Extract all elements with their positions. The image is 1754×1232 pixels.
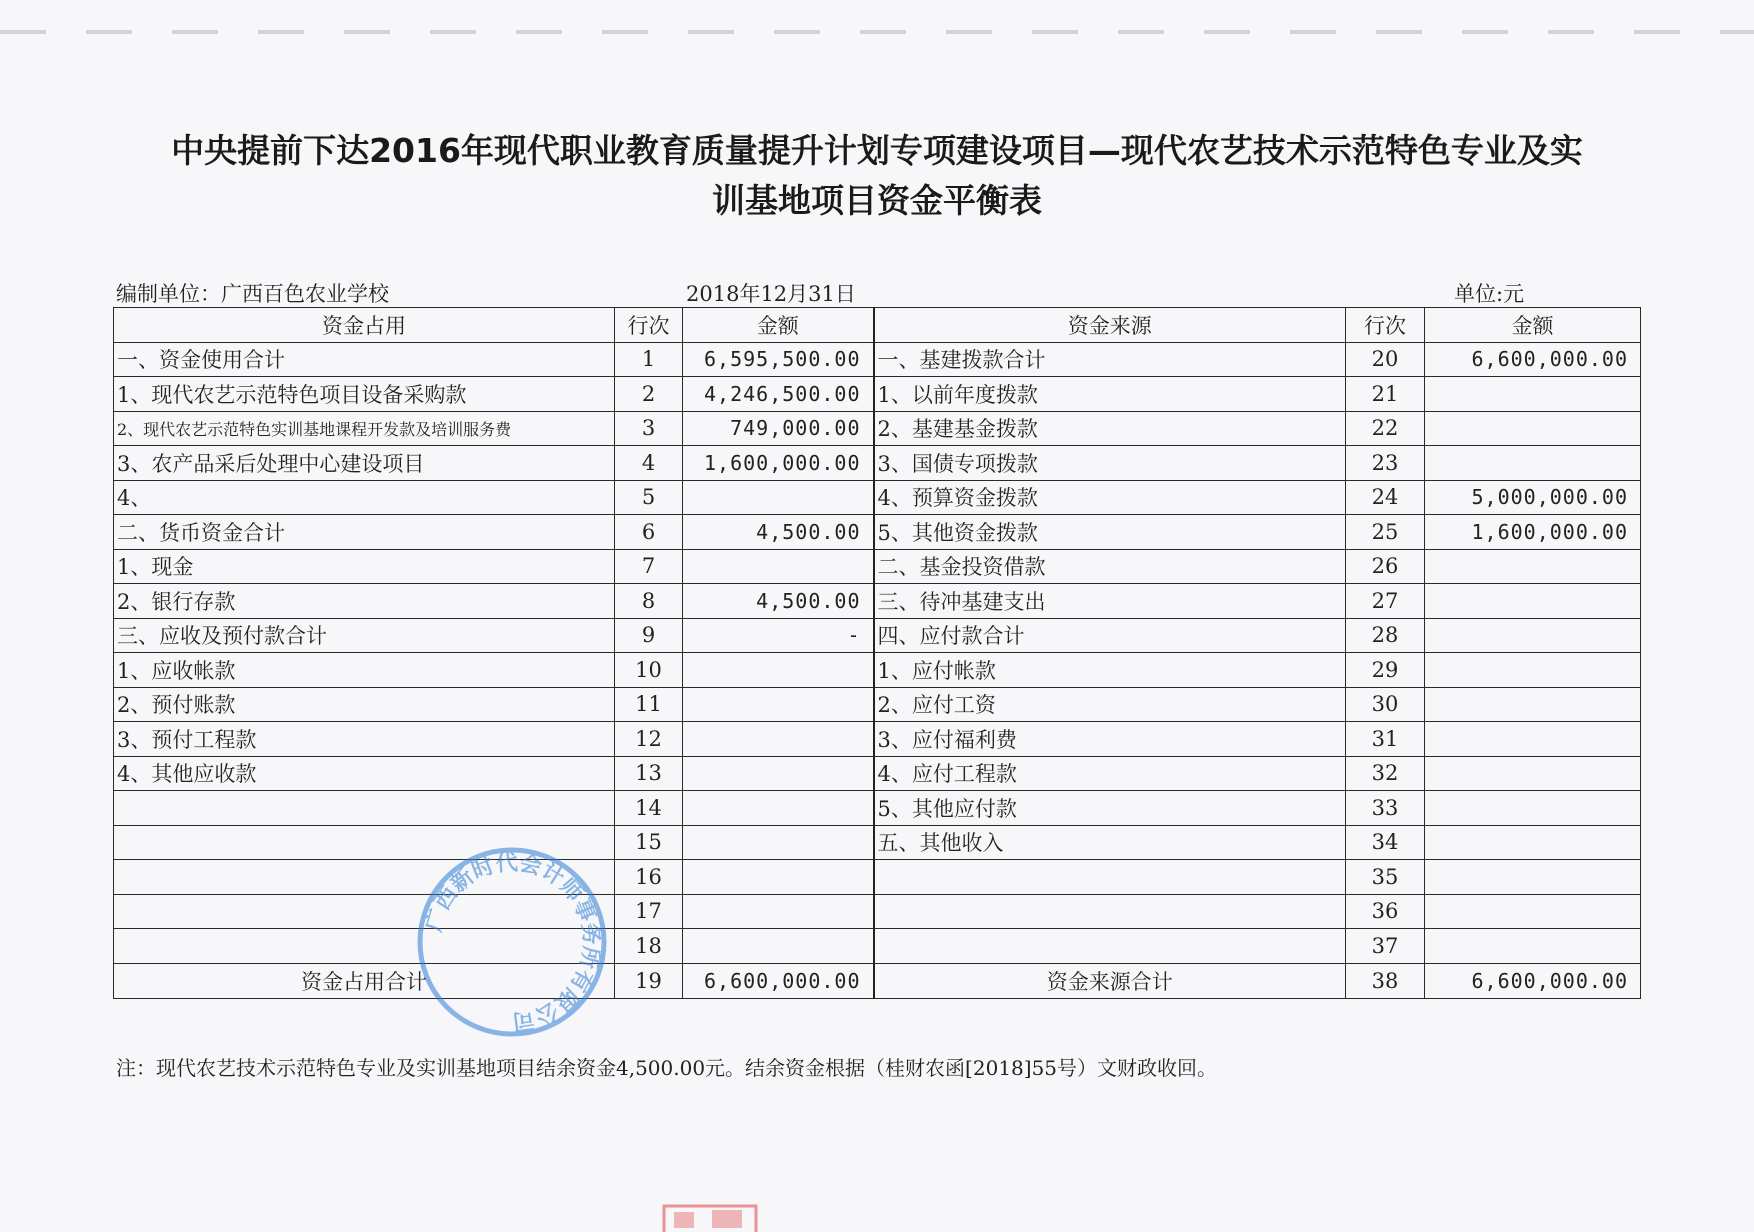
fund-balance-table xyxy=(113,307,1641,999)
fund-use-item: 2、预付账款 xyxy=(114,687,615,722)
fund-use-item: 二、货币资金合计 xyxy=(114,515,615,550)
fund-source-amount xyxy=(1425,894,1641,929)
fund-use-amount xyxy=(683,860,874,895)
fund-use-item xyxy=(114,894,615,929)
fund-use-total-label: 资金占用合计 xyxy=(114,963,615,998)
fund-use-amount: 749,000.00 xyxy=(683,411,874,446)
total-row xyxy=(114,963,1641,998)
fund-use-item: 1、现代农艺示范特色项目设备采购款 xyxy=(114,377,615,412)
fund-use-row-no: 14 xyxy=(615,791,683,826)
fund-source-row-no: 28 xyxy=(1346,618,1425,653)
fund-use-row-no: 9 xyxy=(615,618,683,653)
fund-use-row-no: 13 xyxy=(615,756,683,791)
fund-source-amount xyxy=(1425,618,1641,653)
fund-use-item: 1、应收帐款 xyxy=(114,653,615,688)
fund-source-row-no: 31 xyxy=(1346,722,1425,757)
fund-use-item: 3、农产品采后处理中心建设项目 xyxy=(114,446,615,481)
table-body xyxy=(114,342,1641,998)
fund-source-item xyxy=(874,860,1346,895)
fund-use-row-no: 2 xyxy=(615,377,683,412)
fund-use-total-amount: 6,600,000.00 xyxy=(683,963,874,998)
table-row xyxy=(114,687,1641,722)
fund-use-item xyxy=(114,791,615,826)
fund-source-item: 1、应付帐款 xyxy=(874,653,1346,688)
fund-source-amount xyxy=(1425,411,1641,446)
fund-use-amount xyxy=(683,722,874,757)
fund-source-amount: 6,600,000.00 xyxy=(1425,342,1641,377)
fund-source-row-no: 27 xyxy=(1346,584,1425,619)
fund-source-amount xyxy=(1425,549,1641,584)
fund-source-row-no: 24 xyxy=(1346,480,1425,515)
table-header-row xyxy=(114,308,1641,343)
table-row xyxy=(114,515,1641,550)
fund-use-row-no: 11 xyxy=(615,687,683,722)
fund-use-amount xyxy=(683,929,874,964)
fund-source-item: 5、其他资金拨款 xyxy=(874,515,1346,550)
fund-use-row-no: 6 xyxy=(615,515,683,550)
seal-text: 广西新时代会计师事务所有限公司 xyxy=(421,850,604,1034)
fund-source-amount xyxy=(1425,377,1641,412)
fund-source-row-no: 22 xyxy=(1346,411,1425,446)
fund-use-row-no: 12 xyxy=(615,722,683,757)
fund-source-amount xyxy=(1425,687,1641,722)
table-row xyxy=(114,929,1641,964)
fund-use-amount xyxy=(683,791,874,826)
fund-source-amount xyxy=(1425,929,1641,964)
fund-source-amount: 1,600,000.00 xyxy=(1425,515,1641,550)
fund-source-row-no: 20 xyxy=(1346,342,1425,377)
fund-source-row-no: 34 xyxy=(1346,825,1425,860)
fund-use-row-no: 18 xyxy=(615,929,683,964)
fund-use-row-no: 15 xyxy=(615,825,683,860)
fund-source-row-no: 26 xyxy=(1346,549,1425,584)
fund-use-row-no: 8 xyxy=(615,584,683,619)
fund-source-amount xyxy=(1425,722,1641,757)
fund-source-item: 3、国债专项拨款 xyxy=(874,446,1346,481)
table-row xyxy=(114,653,1641,688)
fund-source-item: 二、基金投资借款 xyxy=(874,549,1346,584)
fund-use-row-no: 1 xyxy=(615,342,683,377)
fund-source-row-no: 29 xyxy=(1346,653,1425,688)
fund-source-amount xyxy=(1425,791,1641,826)
header-fund-source: 资金来源 xyxy=(874,308,1346,343)
fund-use-amount: 4,246,500.00 xyxy=(683,377,874,412)
fund-use-item: 4、 xyxy=(114,480,615,515)
red-stamp-fragment xyxy=(660,1200,760,1232)
fund-source-row-no: 23 xyxy=(1346,446,1425,481)
fund-use-amount: - xyxy=(683,618,874,653)
fund-source-item: 2、基建基金拨款 xyxy=(874,411,1346,446)
header-meta xyxy=(116,278,1642,308)
fund-source-row-no: 37 xyxy=(1346,929,1425,964)
fund-use-item: 3、预付工程款 xyxy=(114,722,615,757)
fund-use-amount xyxy=(683,825,874,860)
fund-use-item: 2、现代农艺示范特色实训基地课程开发款及培训服务费 xyxy=(114,411,615,446)
fund-source-amount xyxy=(1425,756,1641,791)
fund-source-row-no: 35 xyxy=(1346,860,1425,895)
fund-use-row-no: 5 xyxy=(615,480,683,515)
fund-source-row-no: 25 xyxy=(1346,515,1425,550)
fund-source-row-no: 30 xyxy=(1346,687,1425,722)
fund-source-amount xyxy=(1425,825,1641,860)
fund-use-amount: 6,595,500.00 xyxy=(683,342,874,377)
table-row xyxy=(114,342,1641,377)
table-row xyxy=(114,894,1641,929)
header-fund-use: 资金占用 xyxy=(114,308,615,343)
fund-use-item: 4、其他应收款 xyxy=(114,756,615,791)
table-row xyxy=(114,825,1641,860)
fund-source-item: 1、以前年度拨款 xyxy=(874,377,1346,412)
fund-source-item: 3、应付福利费 xyxy=(874,722,1346,757)
fund-source-amount xyxy=(1425,860,1641,895)
fund-source-amount xyxy=(1425,584,1641,619)
fund-source-item: 5、其他应付款 xyxy=(874,791,1346,826)
fund-use-amount xyxy=(683,480,874,515)
fund-use-row-no: 10 xyxy=(615,653,683,688)
fund-source-item: 4、预算资金拨款 xyxy=(874,480,1346,515)
fund-use-amount xyxy=(683,549,874,584)
header-row-no-left: 行次 xyxy=(615,308,683,343)
table-row xyxy=(114,791,1641,826)
fund-use-item xyxy=(114,929,615,964)
table-row xyxy=(114,722,1641,757)
title-line-2: 训基地项目资金平衡表 xyxy=(712,181,1042,220)
fund-use-item: 2、银行存款 xyxy=(114,584,615,619)
fund-source-item xyxy=(874,929,1346,964)
table-row xyxy=(114,549,1641,584)
document-title xyxy=(100,126,1654,226)
fund-use-total-row-no: 19 xyxy=(615,963,683,998)
fund-use-amount xyxy=(683,653,874,688)
fund-source-item: 4、应付工程款 xyxy=(874,756,1346,791)
table-row xyxy=(114,480,1641,515)
table-row xyxy=(114,411,1641,446)
report-date: 2018年12月31日 xyxy=(686,282,856,306)
fund-use-amount: 4,500.00 xyxy=(683,584,874,619)
fund-source-row-no: 36 xyxy=(1346,894,1425,929)
fund-source-item: 三、待冲基建支出 xyxy=(874,584,1346,619)
title-line-1: 中央提前下达2016年现代职业教育质量提升计划专项建设项目—现代农艺技术示范特色专业及实 xyxy=(171,131,1583,170)
fund-use-amount: 4,500.00 xyxy=(683,515,874,550)
footnote: 注：现代农艺技术示范特色专业及实训基地项目结余资金4,500.00元。结余资金根据（桂财农函[2018]55号）文财政收回。 xyxy=(116,1056,1218,1080)
fund-use-amount xyxy=(683,894,874,929)
table-row xyxy=(114,860,1641,895)
header-amount-left: 金额 xyxy=(683,308,874,343)
fund-source-row-no: 33 xyxy=(1346,791,1425,826)
table-row xyxy=(114,618,1641,653)
fund-use-row-no: 7 xyxy=(615,549,683,584)
fund-source-row-no: 32 xyxy=(1346,756,1425,791)
fund-use-row-no: 16 xyxy=(615,860,683,895)
table-row xyxy=(114,446,1641,481)
compiling-unit: 编制单位：广西百色农业学校 xyxy=(116,282,389,306)
fund-use-item: 1、现金 xyxy=(114,549,615,584)
currency-unit: 单位:元 xyxy=(1454,282,1525,306)
fund-source-item: 四、应付款合计 xyxy=(874,618,1346,653)
fund-use-row-no: 3 xyxy=(615,411,683,446)
table-row xyxy=(114,584,1641,619)
fund-source-amount xyxy=(1425,446,1641,481)
fund-use-row-no: 17 xyxy=(615,894,683,929)
fund-source-item: 五、其他收入 xyxy=(874,825,1346,860)
fund-use-amount xyxy=(683,687,874,722)
fund-source-item: 2、应付工资 xyxy=(874,687,1346,722)
fund-use-item: 一、资金使用合计 xyxy=(114,342,615,377)
fund-use-item: 三、应收及预付款合计 xyxy=(114,618,615,653)
table-row xyxy=(114,377,1641,412)
fund-use-amount xyxy=(683,756,874,791)
fund-source-item xyxy=(874,894,1346,929)
fund-source-total-row-no: 38 xyxy=(1346,963,1425,998)
fund-source-total-label: 资金来源合计 xyxy=(874,963,1346,998)
scan-dash-line xyxy=(0,30,1754,34)
fund-use-amount: 1,600,000.00 xyxy=(683,446,874,481)
fund-source-total-amount: 6,600,000.00 xyxy=(1425,963,1641,998)
fund-use-row-no: 4 xyxy=(615,446,683,481)
table-row xyxy=(114,756,1641,791)
fund-source-row-no: 21 xyxy=(1346,377,1425,412)
fund-source-amount: 5,000,000.00 xyxy=(1425,480,1641,515)
fund-source-amount xyxy=(1425,653,1641,688)
header-row-no-right: 行次 xyxy=(1346,308,1425,343)
fund-source-item: 一、基建拨款合计 xyxy=(874,342,1346,377)
fund-use-item xyxy=(114,860,615,895)
fund-use-item xyxy=(114,825,615,860)
header-amount-right: 金额 xyxy=(1425,308,1641,343)
